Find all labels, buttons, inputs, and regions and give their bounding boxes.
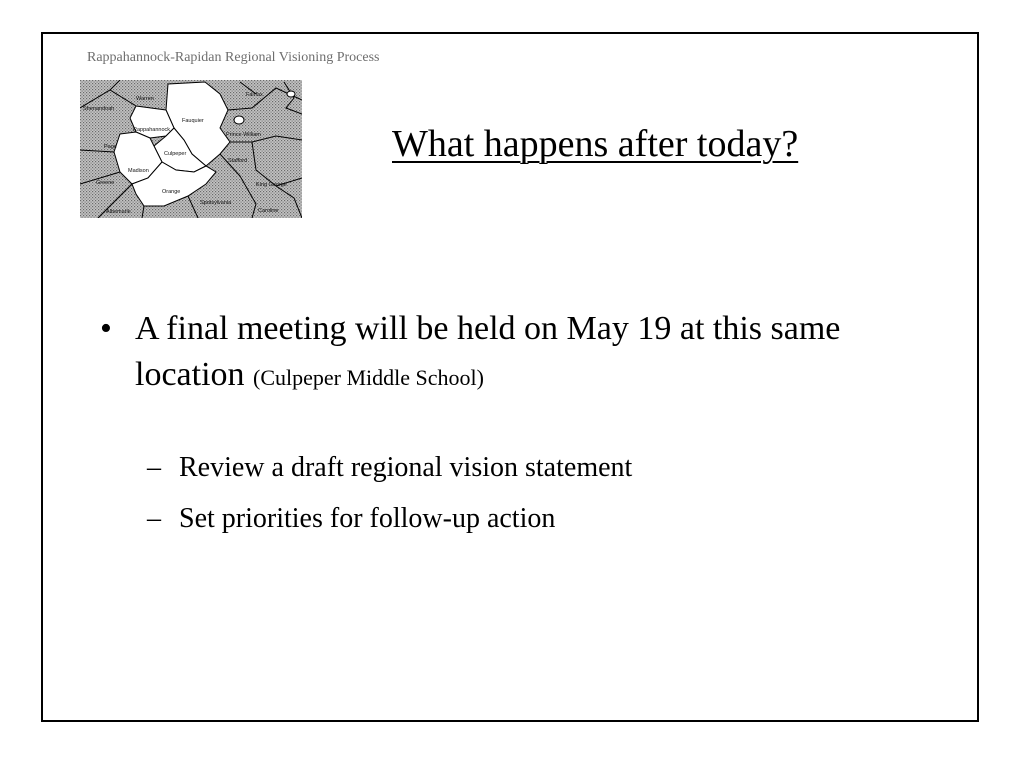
map-label-caroline: Caroline [258, 208, 279, 214]
map-label-shenandoah: Shenandoah [83, 106, 115, 112]
region-map [80, 80, 302, 218]
map-label-prince-william: Prince William [226, 132, 261, 138]
map-label-stafford: Stafford [228, 158, 248, 164]
dash-icon: – [147, 452, 161, 483]
main-bullet-note: (Culpeper Middle School) [253, 365, 484, 390]
map-label-fauquier: Fauquier [182, 118, 204, 124]
map-label-orange: Orange [162, 189, 181, 195]
sub-bullet [147, 450, 632, 486]
map-label-rappahannock: Rappahannock [133, 127, 171, 133]
main-bullet-text: A final meeting will be held on May 19 at this same location [135, 310, 841, 393]
map-label-fairfax: Fairfax [246, 92, 263, 98]
main-bullet [100, 306, 920, 401]
sub-bullet-text: Review a draft regional vision statement [179, 452, 633, 483]
map-label-culpeper: Culpeper [164, 151, 187, 157]
map-label-albemarle: Albemarle [106, 209, 131, 215]
map-label-greene: Greene [96, 180, 115, 186]
map-label-spotsylvania: Spotsylvania [200, 200, 232, 206]
map-label-page: Page [104, 144, 117, 150]
map-label-warren: Warren [136, 96, 154, 102]
city-marker [287, 91, 295, 97]
bullet-dot-icon: • [100, 310, 112, 347]
dash-icon: – [147, 503, 161, 534]
map-label-king-george: King George [256, 182, 287, 188]
map-label-madison: Madison [128, 168, 149, 174]
city-marker [234, 116, 244, 124]
sub-bullet-text: Set priorities for follow-up action [179, 503, 556, 534]
header-text: Rappahannock-Rapidan Regional Visioning Process [87, 50, 380, 65]
sub-bullet [147, 501, 555, 537]
slide-title: What happens after today? [392, 123, 799, 165]
